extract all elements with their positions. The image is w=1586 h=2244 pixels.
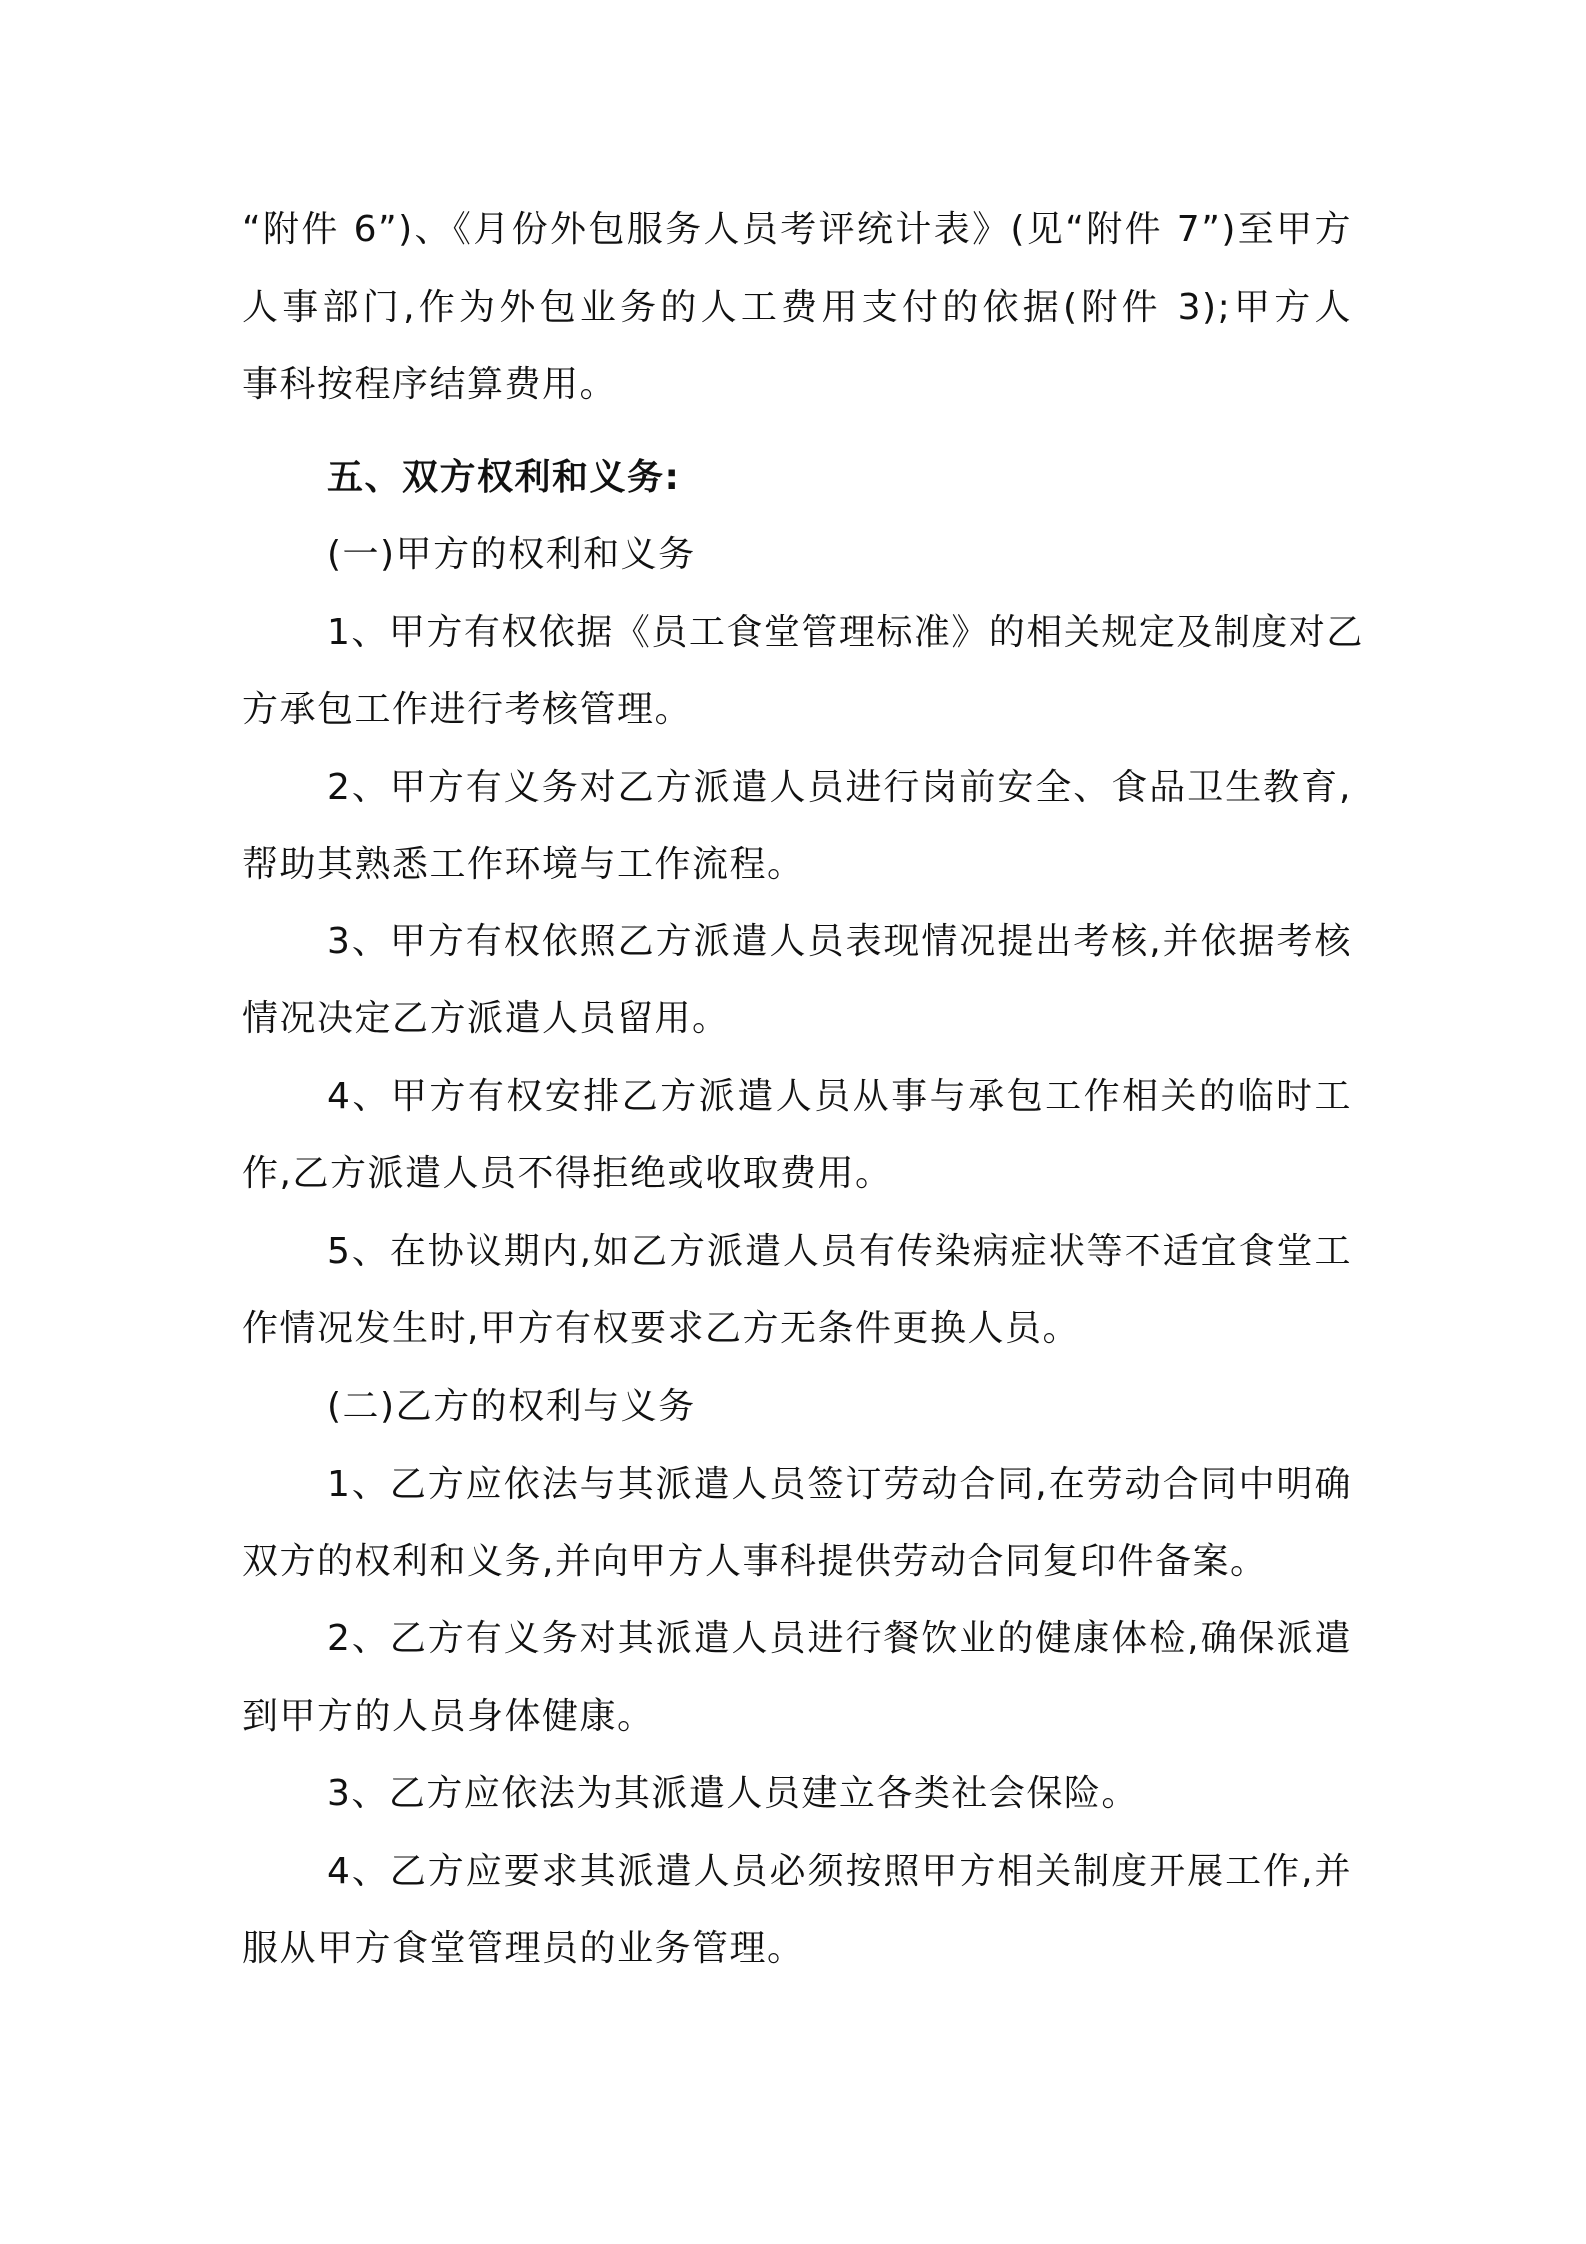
paragraph-line: 方承包工作进行考核管理。 <box>242 689 693 730</box>
paragraph-line: 情况决定乙方派遣人员留用。 <box>242 998 730 1039</box>
subsection-heading: (一)甲方的权利和义务 <box>327 534 696 575</box>
paragraph-line: 4、乙方应要求其派遣人员必须按照甲方相关制度开展工作,并 <box>327 1851 1352 1892</box>
paragraph-line: 到甲方的人员身体健康。 <box>242 1696 655 1737</box>
paragraph-line: 2、乙方有义务对其派遣人员进行餐饮业的健康体检,确保派遣 <box>327 1618 1352 1659</box>
paragraph-line: 服从甲方食堂管理员的业务管理。 <box>242 1928 805 1969</box>
paragraph-line: 双方的权利和义务,并向甲方人事科提供劳动合同复印件备案。 <box>242 1541 1268 1582</box>
paragraph-line: 作情况发生时,甲方有权要求乙方无条件更换人员。 <box>242 1308 1080 1349</box>
paragraph-line: 事科按程序结算费用。 <box>242 364 618 405</box>
paragraph-line: 作,乙方派遣人员不得拒绝或收取费用。 <box>242 1153 893 1194</box>
paragraph-line: 人事部门,作为外包业务的人工费用支付的依据(附件 3);甲方人 <box>242 287 1352 328</box>
paragraph-line: 2、甲方有义务对乙方派遣人员进行岗前安全、食品卫生教育, <box>327 767 1352 808</box>
paragraph-line: 5、在协议期内,如乙方派遣人员有传染病症状等不适宜食堂工 <box>327 1231 1352 1272</box>
paragraph-line: 3、乙方应依法为其派遣人员建立各类社会保险。 <box>327 1773 1139 1814</box>
paragraph-line: 1、乙方应依法与其派遣人员签订劳动合同,在劳动合同中明确 <box>327 1464 1352 1505</box>
paragraph-line: 4、甲方有权安排乙方派遣人员从事与承包工作相关的临时工 <box>327 1076 1352 1117</box>
paragraph-line: “附件 6”)、《月份外包服务人员考评统计表》(见“附件 7”)至甲方 <box>242 209 1352 250</box>
paragraph-line: 帮助其熟悉工作环境与工作流程。 <box>242 844 805 885</box>
paragraph-line: 1、甲方有权依据《员工食堂管理标准》的相关规定及制度对乙 <box>327 612 1364 653</box>
section-heading: 五、双方权利和义务: <box>327 457 681 498</box>
paragraph-line: 3、甲方有权依照乙方派遣人员表现情况提出考核,并依据考核 <box>327 921 1352 962</box>
subsection-heading: (二)乙方的权利与义务 <box>327 1386 696 1427</box>
